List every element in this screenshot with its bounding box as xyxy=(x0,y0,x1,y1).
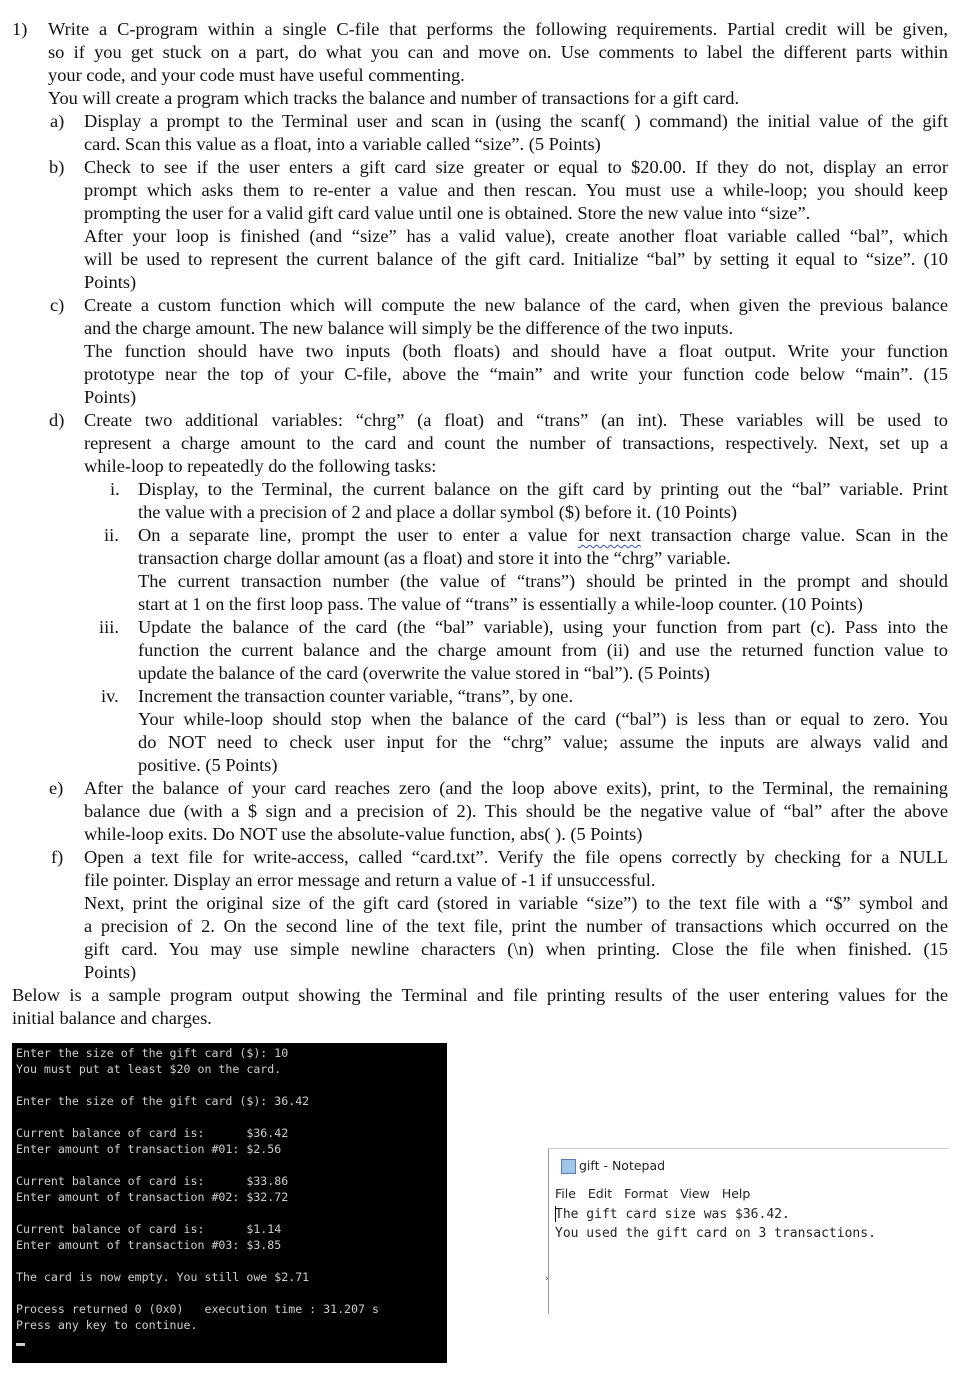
subpart-i-label: i. xyxy=(110,479,120,499)
part-b-label: b) xyxy=(49,157,65,177)
subpart-iii-line: Update the balance of the card (the “bal” variable), using your function from part (c). Pass into the xyxy=(138,617,948,637)
part-e-line: while-loop exits. Do NOT use the absolute-value function, abs( ). (5 Points) xyxy=(84,824,643,844)
part-d-label: d) xyxy=(49,410,65,430)
terminal-line: Enter amount of transaction #03: $3.85 xyxy=(16,1238,282,1252)
notepad-window[interactable] xyxy=(545,1148,949,1314)
terminal-line: Enter the size of the gift card ($): 36.42 xyxy=(16,1094,310,1108)
subpart-i-line: Display, to the Terminal, the current balance on the gift card by printing out the “bal” variable. Print xyxy=(138,479,948,499)
subpart-iii-line: function the current balance and the charge amount from (ii) and use the returned function value to xyxy=(138,640,948,660)
question-number: 1) xyxy=(12,19,28,39)
notepad-title-text: gift - Notepad xyxy=(579,1158,666,1173)
terminal-window xyxy=(12,1043,447,1363)
part-c-label: c) xyxy=(50,295,65,315)
subpart-iv-line: do NOT need to check user input for the “chrg” value; assume the inputs are always valid and xyxy=(138,732,948,752)
subpart-ii-line: start at 1 on the first loop pass. The value of “trans” is essentially a while-loop counter. (10 Points) xyxy=(138,594,863,614)
subpart-iii-label: iii. xyxy=(99,617,119,637)
menu-help[interactable]: Help xyxy=(721,1186,751,1201)
subpart-ii-label: ii. xyxy=(104,525,119,545)
notepad-line: The gift card size was $36.42. xyxy=(555,1207,790,1222)
part-b-line: prompt which asks them to re-enter a value and then rescan. You must use a while-loop; you should keep xyxy=(84,180,948,200)
intro-line: so if you get stuck on a part, do what you can and move on. Use comments to label the different parts within xyxy=(48,42,948,62)
part-f-line: file pointer. Display an error message and return a value of -1 if unsuccessful. xyxy=(84,870,656,890)
notepad-text-area[interactable] xyxy=(555,1205,876,1243)
subpart-i-line: the value with a precision of 2 and place a dollar symbol ($) before it. (10 Points) xyxy=(138,502,738,522)
subpart-ii-line: On a separate line, prompt the user to enter a value for next transaction charge value. Scan in the xyxy=(138,525,948,545)
part-c-line: Create a custom function which will compute the new balance of the card, when given the previous balance xyxy=(84,295,948,315)
notepad-line: You used the gift card on 3 transactions. xyxy=(555,1226,876,1241)
intro-line: your code, and your code must have useful commenting. xyxy=(48,65,465,85)
part-f-line: gift card. You may use simple newline characters (\n) when printing. Close the file when finished. (15 xyxy=(84,939,948,959)
scroll-arrow-icon: › xyxy=(545,1274,549,1284)
subpart-ii-line: The current transaction number (the value of “trans”) should be printed in the prompt and should xyxy=(138,571,948,591)
terminal-line: Enter the size of the gift card ($): 10 xyxy=(16,1046,289,1060)
terminal-line: Enter amount of transaction #02: $32.72 xyxy=(16,1190,289,1204)
terminal-line: Process returned 0 (0x0) execution time : 31.207 s xyxy=(16,1302,379,1316)
part-c-line: Points) xyxy=(84,387,137,407)
part-b-line: Check to see if the user enters a gift card size greater or equal to $20.00. If they do not, display an error xyxy=(84,157,948,177)
part-c-line: and the charge amount. The new balance will simply be the difference of the two inputs. xyxy=(84,318,734,338)
menu-edit[interactable]: Edit xyxy=(587,1186,613,1201)
subpart-ii-line: transaction charge dollar amount (as a float) and store it into the “chrg” variable. xyxy=(138,548,731,568)
part-c-line: The function should have two inputs (both floats) and should have a float output. Write your function xyxy=(84,341,948,361)
closing-line: Below is a sample program output showing the Terminal and file printing results of the user entering values for the xyxy=(12,985,948,1005)
intro-line: You will create a program which tracks the balance and number of transactions for a gift card. xyxy=(48,88,740,108)
terminal-line: Current balance of card is: $36.42 xyxy=(16,1126,289,1140)
part-d-line: while-loop to repeatedly do the following tasks: xyxy=(84,456,437,476)
terminal-line: Current balance of card is: $1.14 xyxy=(16,1222,282,1236)
part-f-line: Next, print the original size of the gift card (stored in variable “size”) to the text file with a “$” symbol and xyxy=(84,893,948,913)
part-b-line: After your loop is finished (and “size” has a valid value), create another float variable called “bal”, which xyxy=(84,226,948,246)
part-a-label: a) xyxy=(50,111,65,131)
terminal-line: Current balance of card is: $33.86 xyxy=(16,1174,289,1188)
notepad-icon xyxy=(561,1159,576,1174)
part-e-label: e) xyxy=(49,778,64,798)
subpart-iv-label: iv. xyxy=(101,686,119,706)
part-e-line: After the balance of your card reaches zero (and the loop above exits), print, to the Terminal, the remaining xyxy=(84,778,948,798)
terminal-line: The card is now empty. You still owe $2.71 xyxy=(16,1270,310,1284)
part-b-line: Points) xyxy=(84,272,137,292)
part-e-line: balance due (with a $ sign and a precision of 2). This should be the negative value of “bal” after the above xyxy=(84,801,948,821)
terminal-line: Enter amount of transaction #01: $2.56 xyxy=(16,1142,282,1156)
spellcheck-mark: for next xyxy=(577,525,641,545)
menu-format[interactable]: Format xyxy=(624,1186,669,1201)
part-a-line: card. Scan this value as a float, into a variable called “size”. (5 Points) xyxy=(84,134,601,154)
part-c-line: prototype near the top of your C-file, above the “main” and write your function code below “main”. (15 xyxy=(84,364,948,384)
menu-file[interactable]: File xyxy=(555,1186,576,1201)
subpart-iv-line: Increment the transaction counter variable, “trans”, by one. xyxy=(138,686,574,706)
subpart-iv-line: positive. (5 Points) xyxy=(138,755,278,775)
part-f-line: a precision of 2. On the second line of the text file, print the number of transactions which occurred on the xyxy=(84,916,948,936)
subpart-iii-line: update the balance of the card (overwrite the value stored in “bal”). (5 Points) xyxy=(138,663,710,683)
subpart-iv-line: Your while-loop should stop when the balance of the card (“bal”) is less than or equal to zero. You xyxy=(138,709,948,729)
closing-line: initial balance and charges. xyxy=(12,1008,212,1028)
part-d-line: represent a charge amount to the card and count the number of transactions, respectively. Next, set up a xyxy=(84,433,948,453)
part-f-line: Points) xyxy=(84,962,137,982)
part-f-line: Open a text file for write-access, called “card.txt”. Verify the file opens correctly by checking for a NULL xyxy=(84,847,948,867)
terminal-line: Press any key to continue. xyxy=(16,1318,198,1332)
intro-line: Write a C-program within a single C-file that performs the following requirements. Partial credit will be given, xyxy=(48,19,948,39)
terminal-line: You must put at least $20 on the card. xyxy=(16,1062,282,1076)
part-f-label: f) xyxy=(51,847,64,867)
part-d-line: Create two additional variables: “chrg” (a float) and “trans” (an int). These variables will be used to xyxy=(84,410,948,430)
terminal-cursor xyxy=(16,1343,25,1346)
part-a-line: Display a prompt to the Terminal user and scan in (using the scanf( ) command) the initial value of the gift xyxy=(84,111,948,131)
menu-view[interactable]: View xyxy=(680,1186,710,1201)
notepad-menubar xyxy=(555,1186,758,1201)
part-b-line: prompting the user for a valid gift card value until one is obtained. Store the new value into “size”. xyxy=(84,203,811,223)
part-b-line: will be used to represent the current balance of the gift card. Initialize “bal” by setting it equal to “size”. (10 xyxy=(84,249,948,269)
